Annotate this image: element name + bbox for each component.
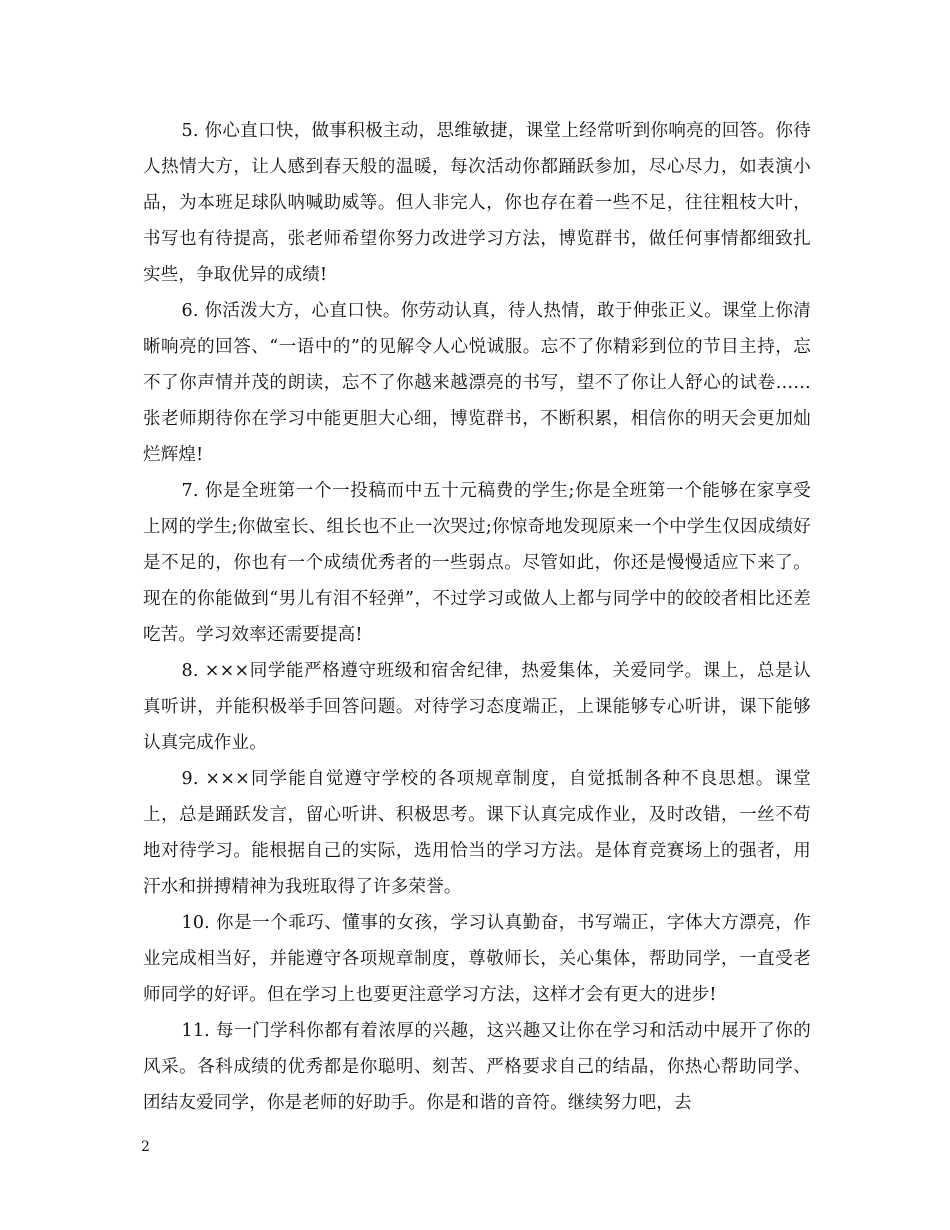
comment-paragraph-8: 8. ×××同学能严格遵守班级和宿舍纪律，热爱集体，关爱同学。课上，总是认真听讲，并能积极举手回答问题。对待学习态度端正，上课能够专心听讲，课下能够认真完成作业。 xyxy=(143,661,811,753)
page-number: 2 xyxy=(141,1139,150,1155)
comment-paragraph-11: 11. 每一门学科你都有着浓厚的兴趣，这兴趣又让你在学习和活动中展开了你的风采。各科成绩的优秀都是你聪明、刻苦、严格要求自己的结晶，你热心帮助同学、团结友爱同学，你是老师的好助手。你是和谐的音符。继续努力吧，去 xyxy=(143,1021,811,1113)
comment-paragraph-9: 9. ×××同学能自觉遵守学校的各项规章制度，自觉抵制各种不良思想。课堂上，总是踊跃发言，留心听讲、积极思考。课下认真完成作业，及时改错，一丝不苟地对待学习。能根据自己的实际，选用恰当的学习方法。是体育竞赛场上的强者，用汗水和拼搏精神为我班取得了许多荣誉。 xyxy=(143,769,811,897)
document-body xyxy=(143,113,811,1121)
comment-paragraph-6: 6. 你活泼大方，心直口快。你劳动认真，待人热情，敢于伸张正义。课堂上你清晰响亮的回答、“一语中的”的见解令人心悦诚服。忘不了你精彩到位的节目主持，忘不了你声情并茂的朗读，忘不了你越来越漂亮的书写，望不了你让人舒心的试卷……张老师期待你在学习中能更胆大心细，博览群书，不断积累，相信你的明天会更加灿烂辉煌! xyxy=(143,301,811,465)
comment-paragraph-5: 5. 你心直口快，做事积极主动，思维敏捷，课堂上经常听到你响亮的回答。你待人热情大方，让人感到春天般的温暖，每次活动你都踊跃参加，尽心尽力，如表演小品，为本班足球队呐喊助威等。但人非完人，你也存在着一些不足，往往粗枝大叶，书写也有待提高，张老师希望你努力改进学习方法，博览群书，做任何事情都细致扎实些，争取优异的成绩! xyxy=(143,121,811,285)
comment-paragraph-7: 7. 你是全班第一个一投稿而中五十元稿费的学生;你是全班第一个能够在家享受上网的学生;你做室长、组长也不止一次哭过;你惊奇地发现原来一个中学生仅因成绩好是不足的，你也有一个成绩优秀者的一些弱点。尽管如此，你还是慢慢适应下来了。现在的你能做到“男儿有泪不轻弹”，不过学习或做人上都与同学中的皎皎者相比还差吃苦。学习效率还需要提高! xyxy=(143,481,811,645)
comment-paragraph-10: 10. 你是一个乖巧、懂事的女孩，学习认真勤奋，书写端正，字体大方漂亮，作业完成相当好，并能遵守各项规章制度，尊敬师长，关心集体，帮助同学，一直受老师同学的好评。但在学习上也要更注意学习方法，这样才会有更大的进步! xyxy=(143,913,811,1005)
